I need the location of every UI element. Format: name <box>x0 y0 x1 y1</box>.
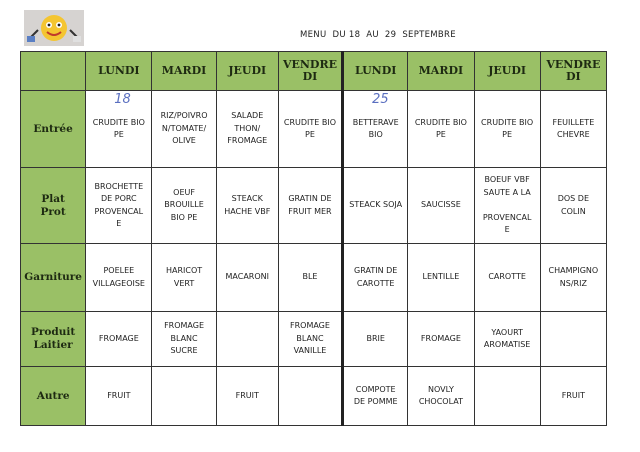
table-row <box>21 244 607 312</box>
menu-item-text: MACARONI <box>225 272 269 282</box>
corner-cell <box>21 52 86 91</box>
menu-cell <box>278 312 342 367</box>
menu-cell <box>152 168 216 244</box>
menu-cell <box>474 312 540 367</box>
menu-cell <box>278 244 342 312</box>
menu-cell <box>343 168 408 244</box>
page-title: MENU DU 18 AU 29 SEPTEMBRE <box>300 30 456 40</box>
menu-cell <box>152 91 216 168</box>
day-header: MARDI <box>152 52 216 91</box>
menu-item-text: HARICOT VERT <box>165 266 203 288</box>
menu-item-text: CRUDITE BIO PE <box>414 117 467 139</box>
day-header: LUNDI <box>86 52 152 91</box>
day-header: JEUDI <box>216 52 278 91</box>
menu-cell <box>408 168 474 244</box>
day-header: VENDRE DI <box>540 52 606 91</box>
menu-item-text: SAUCISSE <box>421 200 461 210</box>
menu-item-text: FROMAGE BLANC VANILLE <box>289 321 330 356</box>
row-header: Autre <box>21 367 86 426</box>
menu-item-text: STEACK SOJA <box>349 200 403 210</box>
mascot-logo <box>24 10 84 46</box>
menu-cell <box>278 367 342 426</box>
row-header: Entrée <box>21 91 86 168</box>
row-header: Produit Laitier <box>21 312 86 367</box>
menu-cell <box>474 244 540 312</box>
menu-item-text: FROMAGE <box>420 333 461 343</box>
menu-cell <box>86 312 152 367</box>
day-header: LUNDI <box>343 52 408 91</box>
menu-item-text: CRUDITE BIO PE <box>283 117 337 139</box>
menu-cell <box>216 312 278 367</box>
menu-cell <box>540 91 606 168</box>
menu-cell <box>343 244 408 312</box>
day-header: VENDRE DI <box>278 52 342 91</box>
table-row <box>21 168 607 244</box>
day-header: MARDI <box>408 52 474 91</box>
menu-cell <box>216 244 278 312</box>
menu-cell <box>343 367 408 426</box>
menu-item-text: NOVLY CHOCOLAT <box>418 384 463 406</box>
menu-item-text: FRUIT <box>561 390 585 400</box>
row-header: Plat Prot <box>21 168 86 244</box>
menu-cell <box>216 91 278 168</box>
menu-cell <box>86 367 152 426</box>
menu-cell <box>408 244 474 312</box>
menu-cell <box>540 168 606 244</box>
menu-item-text: GRATIN DE FRUIT MER <box>288 194 332 216</box>
menu-cell <box>216 168 278 244</box>
menu-cell <box>278 168 342 244</box>
menu-table <box>20 51 607 426</box>
menu-item-text: FRUIT <box>235 390 259 400</box>
menu-cell <box>474 367 540 426</box>
menu-item-text: FROMAGE BLANC SUCRE <box>164 321 205 356</box>
menu-item-text: COMPOTE DE POMME <box>353 384 398 406</box>
menu-item-text: BROCHETTE DE PORC PROVENCAL E <box>94 181 144 228</box>
menu-cell <box>408 312 474 367</box>
menu-cell <box>343 91 408 168</box>
menu-cell <box>408 367 474 426</box>
menu-item-text: CHAMPIGNO NS/RIZ <box>548 266 599 288</box>
menu-item-text: POELEE VILLAGEOISE <box>92 266 145 288</box>
sun-mascot-icon <box>24 10 84 46</box>
menu-item-text: CRUDITE BIO PE <box>481 117 534 139</box>
menu-cell <box>86 244 152 312</box>
menu-cell <box>540 244 606 312</box>
menu-cell <box>152 244 216 312</box>
menu-cell <box>86 91 152 168</box>
menu-cell <box>278 91 342 168</box>
menu-cell <box>86 168 152 244</box>
menu-cell <box>474 91 540 168</box>
menu-cell <box>540 312 606 367</box>
menu-item-text: SALADE THON/ FROMAGE <box>227 111 268 146</box>
menu-item-text: LENTILLE <box>422 272 460 282</box>
menu-item-text: YAOURT AROMATISE <box>483 327 531 349</box>
menu-item-text: BETTERAVE BIO <box>352 117 399 139</box>
table-row <box>21 367 607 426</box>
table-row <box>21 312 607 367</box>
row-header: Garniture <box>21 244 86 312</box>
menu-item-text: RIZ/POIVRO N/TOMATE/ OLIVE <box>160 111 208 146</box>
menu-cell <box>540 367 606 426</box>
menu-item-text: BLE <box>302 272 318 282</box>
handwritten-date: 25 <box>372 92 389 107</box>
header-row <box>21 52 607 91</box>
day-header: JEUDI <box>474 52 540 91</box>
menu-cell <box>152 312 216 367</box>
menu-item-text: BOEUF VBF SAUTE A LA PROVENCAL E <box>482 175 532 235</box>
menu-item-text: OEUF BROUILLE BIO PE <box>164 187 204 222</box>
menu-cell <box>474 168 540 244</box>
menu-item-text: CAROTTE <box>488 272 526 282</box>
menu-item-text: STEACK HACHE VBF <box>224 194 271 216</box>
menu-item-text: DOS DE COLIN <box>557 194 590 216</box>
menu-item-text: FEUILLETE CHEVRE <box>552 117 595 139</box>
menu-cell <box>343 312 408 367</box>
handwritten-date: 18 <box>114 92 131 107</box>
menu-item-text: BRIE <box>366 333 385 343</box>
menu-item-text: GRATIN DE CAROTTE <box>354 266 398 288</box>
menu-item-text: FRUIT <box>107 390 131 400</box>
menu-cell <box>152 367 216 426</box>
menu-cell <box>408 91 474 168</box>
menu-item-text: FROMAGE <box>98 333 139 343</box>
menu-cell <box>216 367 278 426</box>
menu-item-text: CRUDITE BIO PE <box>92 117 145 139</box>
table-row <box>21 91 607 168</box>
